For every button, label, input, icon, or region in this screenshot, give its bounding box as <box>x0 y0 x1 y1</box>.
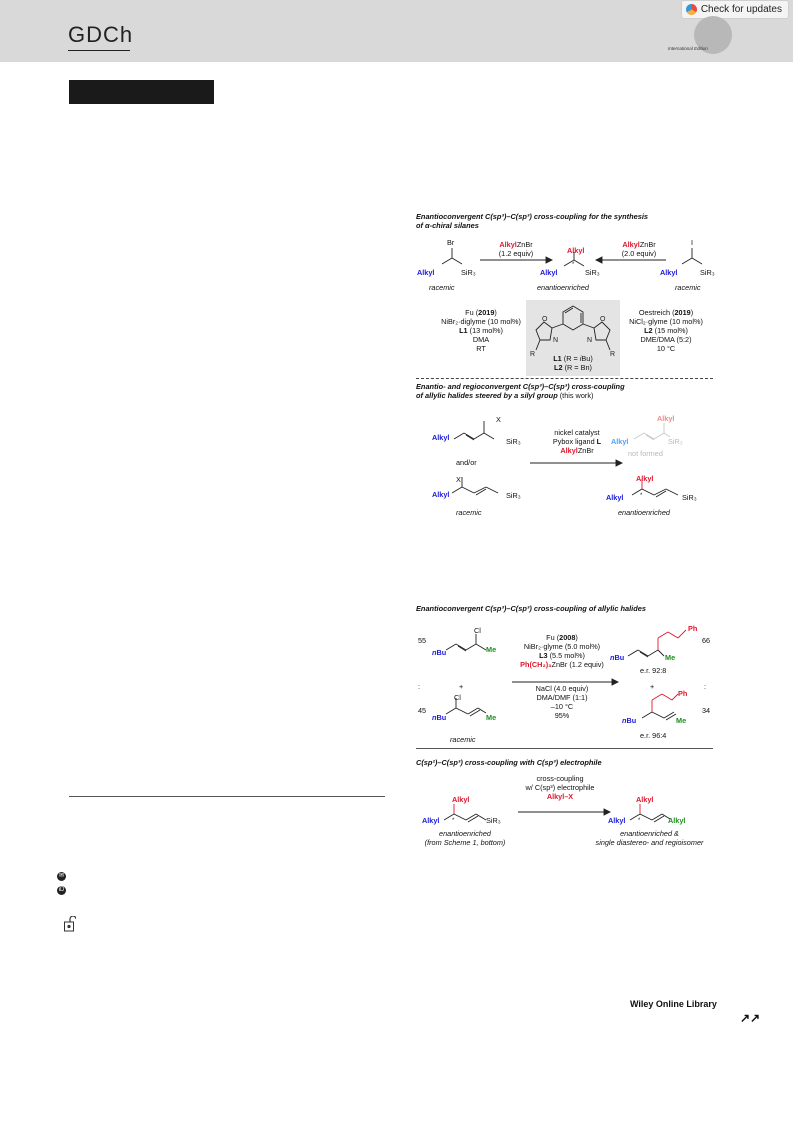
x-label-top: X <box>496 415 501 424</box>
wiley-online-library-link[interactable]: Wiley Online Library <box>630 999 717 1009</box>
s4-conditions: cross-coupling w/ C(sp³) electrophile Alkyl–X <box>525 774 595 801</box>
s4-right-alkyl-top: Alkyl <box>636 795 654 804</box>
s4-right-alkyl-green: Alkyl <box>668 816 686 825</box>
ligand-n-left: N <box>553 337 559 344</box>
br-label: Br <box>447 238 455 247</box>
ratio-34: 34 <box>702 706 711 715</box>
open-access-lock-icon <box>64 916 76 932</box>
p-nbu-bottom: nBu <box>622 716 637 725</box>
right-racemic-label: racemic <box>675 283 701 292</box>
ratio-55: 55 <box>418 636 427 645</box>
sir3-label: SiR₃ <box>461 268 476 277</box>
scheme4-structures <box>416 790 716 826</box>
right-sir3-label: SiR₃ <box>700 268 715 277</box>
plus-left: + <box>459 682 464 691</box>
i-label: I <box>691 238 694 247</box>
nbu-bottom: nBu <box>432 713 447 722</box>
svg-text:*: * <box>452 818 455 824</box>
ph-top: Ph <box>688 624 698 633</box>
s2-racemic-label: racemic <box>456 508 482 517</box>
footnote-rule <box>69 796 385 797</box>
s2-alkyl-top: Alkyl <box>432 433 450 442</box>
ligand-o-right: O <box>600 316 606 323</box>
check-for-updates-label: Check for updates <box>700 4 782 15</box>
s2-alkyl-bottom: Alkyl <box>432 490 450 499</box>
page-arrows: ↗↗ <box>740 1011 761 1025</box>
s2-product-sir3: SiR₃ <box>682 493 697 502</box>
p-me-bottom: Me <box>676 716 687 725</box>
s3-racemic-label: racemic <box>450 735 476 744</box>
edition-label: International Edition <box>668 46 708 51</box>
oestreich-2019-conditions: Oestreich (2019) NiCl₂·glyme (10 mol%) L2 (15 mol%) DME/DMA (5:2) 10 °C <box>629 308 703 353</box>
ligand-r-left: R <box>530 351 536 358</box>
plus-right: + <box>650 682 655 691</box>
scheme2-structures <box>416 405 716 510</box>
racemic-label: racemic <box>429 283 455 292</box>
p-nbu-top: nBu <box>610 653 625 662</box>
and-or-label: and/or <box>456 458 477 467</box>
scheme2-title: Enantio- and regioconvergent C(sp³)–C(sp³) cross-coupling of allylic halides steered by a silyl group (this work) <box>416 382 625 400</box>
s2-notformed-alkyl: Alkyl <box>657 414 675 423</box>
scheme4-title: C(sp²)–C(sp³) cross-coupling with C(sp³) electrophile <box>416 758 602 767</box>
enantioenriched-label: enantioenriched <box>537 283 589 292</box>
orcid-icon[interactable]: iD <box>58 887 65 893</box>
s2-product-alkyl-left: Alkyl <box>606 493 624 502</box>
product-alkyl-left: Alkyl <box>540 268 558 277</box>
scheme-divider-solid <box>416 748 713 749</box>
s2-conditions: nickel catalyst Pybox ligand L AlkylZnBr <box>552 428 602 455</box>
s3-conditions-top: Fu (2008) NiBr₂·glyme (5.0 mol%) L3 (5.5 mol%) Ph(CH₂)₃ZnBr (1.2 equiv) <box>520 633 604 669</box>
product-alkyl-top: Alkyl <box>567 246 585 255</box>
scheme1-title: Enantioconvergent C(sp³)–C(sp³) cross-coupling for the synthesis of α-chiral silanes <box>416 212 649 230</box>
alkyl-label: Alkyl <box>417 268 435 277</box>
scheme-divider-dashed <box>416 378 713 379</box>
s4-left-alkyl: Alkyl <box>422 816 440 825</box>
s4-right-alkyl: Alkyl <box>608 816 626 825</box>
cl-top: Cl <box>474 626 481 635</box>
p-me-top: Me <box>665 653 676 662</box>
ligand-definitions: L1 (R = iBu) L2 (R = Bn) <box>553 354 593 372</box>
cl-bottom: Cl <box>454 693 461 702</box>
scheme3-structures <box>416 620 716 745</box>
not-formed-label: not formed <box>628 449 663 458</box>
left-arrow-conditions: AlkylZnBr (1.2 equiv) <box>498 240 534 258</box>
ratio-colon-left: : <box>418 682 421 691</box>
x-label-bottom: X <box>456 475 461 484</box>
svg-text:*: * <box>638 818 641 824</box>
s3-conditions-bottom: NaCl (4.0 equiv) DMA/DMF (1:1) –10 °C 95% <box>535 684 589 720</box>
svg-text:*: * <box>572 262 575 268</box>
s2-product-alkyl-top: Alkyl <box>636 474 654 483</box>
s2-enantioenriched-label: enantioenriched <box>618 508 670 517</box>
er-top: e.r. 92:8 <box>640 666 667 675</box>
s4-left-sir3: SiR₃ <box>486 816 501 825</box>
fu-2019-conditions: Fu (2019) NiBr₂·diglyme (10 mol%) L1 (13 mol%) DMA RT <box>441 308 521 353</box>
nbu-top: nBu <box>432 648 447 657</box>
ph-bottom: Ph <box>678 689 688 698</box>
svg-text:*: * <box>640 493 643 499</box>
s2-sir3-bottom: SiR₃ <box>506 491 521 500</box>
product-sir3: SiR₃ <box>585 268 600 277</box>
ligand-n-right: N <box>587 337 593 344</box>
ratio-66: 66 <box>702 636 711 645</box>
s4-right-caption: enantioenriched & single diastereo- and regioisomer <box>595 829 704 847</box>
right-alkyl-label: Alkyl <box>660 268 678 277</box>
me-bottom: Me <box>486 713 497 722</box>
email-icon[interactable]: ✉ <box>58 873 65 879</box>
s2-notformed-sir3: SiR₃ <box>668 437 683 446</box>
check-for-updates-button[interactable] <box>681 0 789 19</box>
gdch-logo <box>68 22 138 52</box>
ratio-45: 45 <box>418 706 427 715</box>
crossmark-icon <box>686 4 697 15</box>
right-arrow-conditions: AlkylZnBr (2.0 equiv) <box>621 240 657 258</box>
ratio-colon-right: : <box>704 682 707 691</box>
gdch-logo-text: GDCh <box>68 22 134 47</box>
er-bottom: e.r. 96:4 <box>640 731 667 740</box>
s4-left-caption: enantioenriched (from Scheme 1, bottom) <box>424 829 506 847</box>
me-top: Me <box>486 645 497 654</box>
scheme3-title: Enantioconvergent C(sp³)–C(sp³) cross-coupling of allylic halides <box>416 604 646 613</box>
s2-notformed-alkyl-left: Alkyl <box>611 437 629 446</box>
s2-sir3-top: SiR₃ <box>506 437 521 446</box>
ligand-o-left: O <box>542 316 548 323</box>
scheme1-structures <box>416 228 716 288</box>
ligand-r-right: R <box>610 351 616 358</box>
section-banner <box>69 80 214 104</box>
s4-left-alkyl-top: Alkyl <box>452 795 470 804</box>
